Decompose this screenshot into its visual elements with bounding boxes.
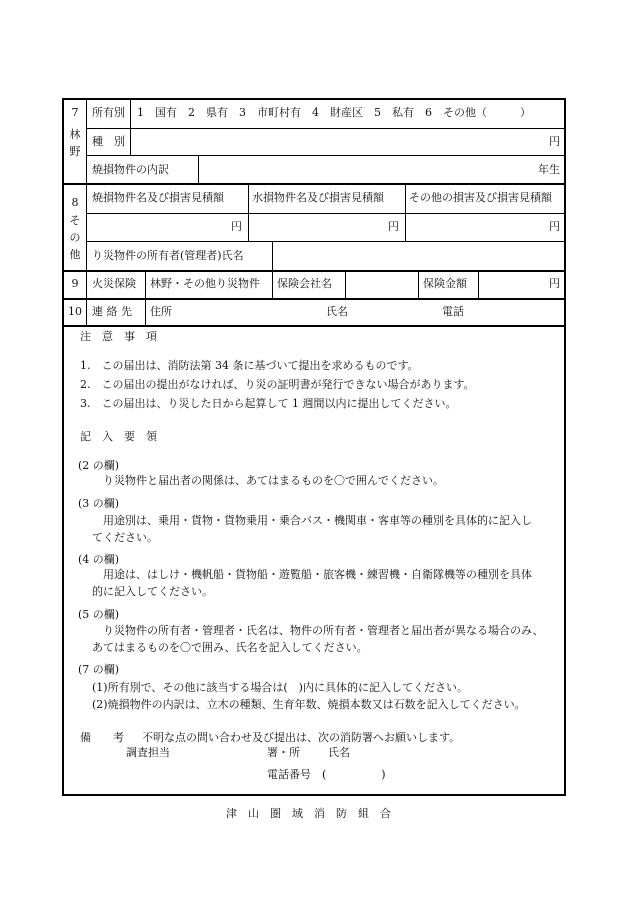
instructions-heading: 記 入 要 領: [80, 430, 157, 443]
rule: [86, 99, 87, 325]
forest-other-label: 林野・その他り災物件: [150, 277, 260, 290]
organization-footer: 津 山 圏 域 消 防 組 合: [226, 807, 391, 820]
section-8-label: [65, 212, 85, 263]
rule: [145, 270, 146, 298]
note-item: 3. この届出は、り災した日から起算して 1 週間以内に提出してください。: [80, 397, 457, 410]
instruction-line: あてはまるものを〇で囲み、氏名を記入してください。: [92, 641, 368, 654]
section-7-label: [65, 126, 85, 160]
rule: [86, 128, 565, 129]
instruction-label: (7 の欄): [78, 663, 120, 676]
contact-address-label: 住所: [150, 305, 172, 318]
instruction-line: 用途別は、乗用・貨物・貨物乗用・乗合バス・機関車・客車等の種別を具体的に記入し: [103, 514, 532, 527]
contact-name-label: 氏名: [326, 305, 348, 318]
instruction-line: てください。: [92, 531, 158, 544]
type-label: 種 別: [92, 135, 125, 148]
type-unit: 円: [549, 135, 560, 148]
rule: [63, 325, 565, 327]
instruction-line: (2)焼損物件の内訳は、立木の種類、生育年数、焼損本数又は石数を記入してください。: [92, 698, 526, 711]
rule: [86, 213, 565, 214]
water-damage-unit: 円: [388, 220, 399, 233]
ownership-label: 所有別: [92, 106, 125, 119]
rule: [272, 241, 273, 270]
insurance-amount-unit: 円: [549, 277, 560, 290]
section-8-label-char: 他: [69, 248, 81, 261]
instruction-line: り災物件の所有者・管理者・氏名は、物件の所有者・管理者と届出者が異なる場合のみ、: [103, 624, 544, 637]
rule: [63, 270, 565, 272]
office-phone-label: 電話番号 ( ): [267, 768, 386, 781]
section-9-number: 9: [71, 277, 79, 290]
section-8-label-char: そ: [69, 214, 81, 227]
section-7-number: 7: [71, 106, 79, 119]
rule: [130, 99, 131, 155]
notes-heading: 注 意 事 項: [80, 330, 157, 343]
instruction-line: (1)所有別で、その他に該当する場合は( )内に具体的に記入してください。: [92, 681, 468, 694]
instruction-label: (3 の欄): [78, 497, 120, 510]
section-8-number: 8: [71, 196, 79, 209]
note-item: 2. この届出の提出がなければ、り災の証明書が発行できない場合があります。: [80, 378, 475, 391]
officer-name-label: 氏名: [328, 746, 350, 759]
section-7-label-char: 野: [69, 145, 81, 158]
instruction-line: 的に記入してください。: [92, 585, 213, 598]
note-item: 1. この届出は、消防法第 34 条に基づいて提出を求めるものです。: [80, 359, 419, 372]
rule: [86, 155, 565, 156]
burned-breakdown-unit: 年生: [538, 163, 560, 176]
instruction-line: り災物件と届出者の関係は、あてはまるものを〇で囲んでください。: [103, 474, 444, 487]
contact-phone-label: 電話: [442, 305, 464, 318]
burned-items-unit: 円: [231, 220, 242, 233]
insurance-company-label: 保険会社名: [277, 277, 332, 290]
rule: [63, 298, 565, 300]
remarks-text: 不明な点の問い合わせ及び提出は、次の消防署へお願いします。: [142, 731, 461, 744]
other-damage-unit: 円: [549, 220, 560, 233]
office-label: 署・所: [267, 746, 300, 759]
rule: [345, 270, 346, 298]
rule: [145, 298, 146, 325]
instruction-label: (2 の欄): [78, 459, 120, 472]
ownership-options[interactable]: 1 国有 2 県有 3 市町村有 4 財産区 5 私有 6 その他（ ）: [137, 106, 531, 119]
rule: [63, 183, 565, 185]
owner-name-label: り災物件の所有者(管理者)氏名: [92, 249, 244, 262]
rule: [405, 183, 406, 241]
remarks-label: 備 考: [80, 731, 124, 744]
burned-items-header: 焼損物件名及び損害見積額: [92, 191, 224, 204]
rule: [248, 183, 249, 241]
rule: [198, 155, 199, 183]
water-damage-header: 水損物件名及び損害見積額: [252, 191, 384, 204]
other-damage-header: その他の損害及び損害見積額: [409, 191, 552, 204]
instruction-label: (5 の欄): [78, 608, 120, 621]
instruction-label: (4 の欄): [78, 553, 120, 566]
rule: [478, 270, 479, 298]
section-10-number: 10: [68, 305, 82, 318]
rule: [272, 270, 273, 298]
burned-breakdown-label: 焼損物件の内訳: [92, 163, 169, 176]
investigator-label: 調査担当: [126, 746, 170, 759]
insurance-amount-label: 保険金額: [423, 277, 467, 290]
fire-insurance-label: 火災保険: [92, 277, 136, 290]
contact-label: 連 絡 先: [92, 305, 132, 318]
section-8-label-char: の: [69, 231, 81, 244]
rule: [86, 241, 565, 242]
section-7-label-char: 林: [69, 128, 81, 141]
rule: [418, 270, 419, 298]
instruction-line: 用途は、はしけ・機帆船・貨物船・遊覧船・旅客機・練習機・自衛隊機等の種別を具体: [103, 568, 532, 581]
